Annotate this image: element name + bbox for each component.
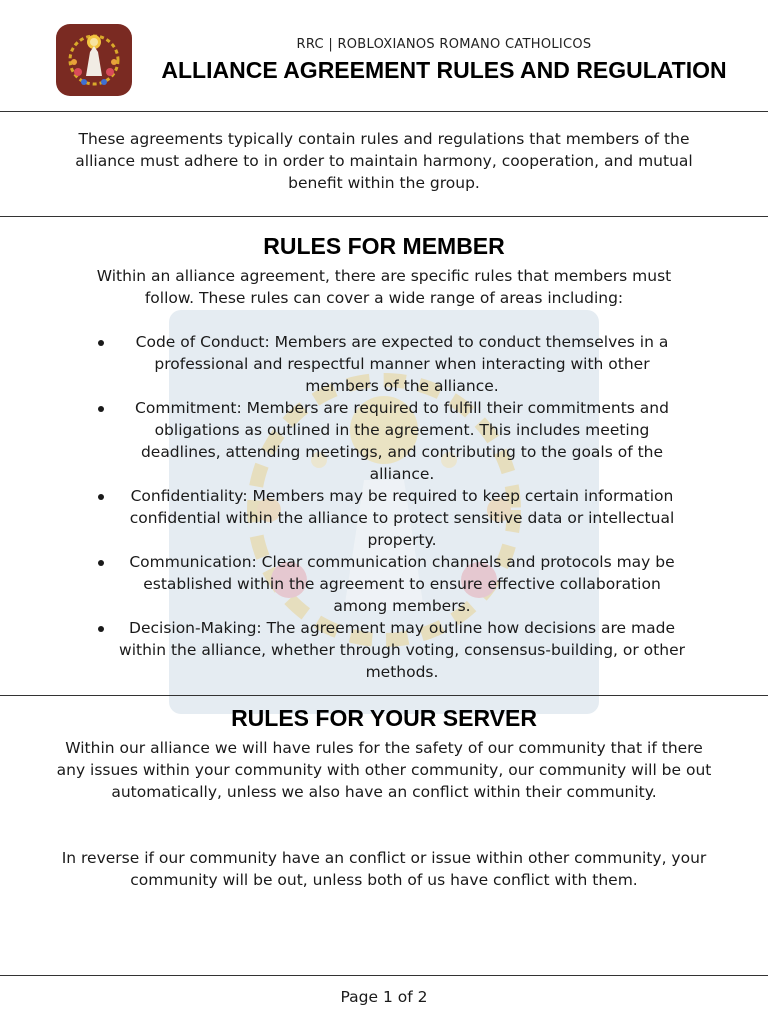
bullet-icon	[98, 560, 104, 566]
bullet-icon	[98, 340, 104, 346]
list-item-text: Commitment: Members are required to fulfill their commitments and obligations as outlined in the agreement. This includes meeting deadlines, attending meetings, and contributing to the goals of the alliance.	[135, 399, 669, 483]
list-item	[96, 331, 688, 397]
footer-divider	[0, 975, 768, 976]
list-item	[96, 397, 688, 485]
member-rules-heading: RULES FOR MEMBER	[263, 233, 505, 259]
list-item-text: Communication: Clear communication channels and protocols may be established within the agreement to ensure effective collaboration among members.	[129, 553, 675, 615]
list-item-text: Confidentiality: Members may be required to keep certain information confidential within the alliance to protect sensitive data or intellectual property.	[129, 487, 675, 549]
server-rules-paragraph-2: In reverse if our community have an conflict or issue within other community, your community will be out, unless both of us have conflict with them.	[61, 849, 707, 889]
document-header	[140, 36, 748, 85]
member-rules-list	[96, 331, 688, 683]
list-item-text: Decision-Making: The agreement may outline how decisions are made within the alliance, whether through voting, consensus-building, or other methods.	[119, 619, 685, 681]
list-item	[96, 551, 688, 617]
bullet-icon	[98, 406, 104, 412]
member-rules-lead: Within an alliance agreement, there are specific rules that members must follow. These rules can cover a wide range of areas including:	[96, 267, 672, 307]
org-logo	[56, 24, 132, 96]
header-divider	[0, 111, 768, 112]
document-title: ALLIANCE AGREEMENT RULES AND REGULATION	[161, 57, 727, 83]
org-name: RRC | ROBLOXIANOS ROMANO CATHOLICOS	[296, 37, 592, 52]
page-number: Page 1 of 2	[340, 988, 428, 1006]
list-item	[96, 617, 688, 683]
bullet-icon	[98, 494, 104, 500]
server-rules-heading: RULES FOR YOUR SERVER	[231, 705, 537, 731]
list-item-text: Code of Conduct: Members are expected to conduct themselves in a professional and respectful manner when interacting with other members of the alliance.	[135, 333, 669, 395]
intro-divider	[0, 216, 768, 217]
server-rules-paragraph-1: Within our alliance we will have rules for the safety of our community that if there any issues within your community with other community, our community will be out automatically, unless we also have an conflict within their community.	[56, 739, 712, 801]
intro-paragraph: These agreements typically contain rules and regulations that members of the alliance must adhere to in order to maintain harmony, cooperation, and mutual benefit within the group.	[75, 130, 693, 192]
list-item	[96, 485, 688, 551]
member-rules-divider	[0, 695, 768, 696]
bullet-icon	[98, 626, 104, 632]
wreath-emblem-icon	[56, 24, 132, 96]
